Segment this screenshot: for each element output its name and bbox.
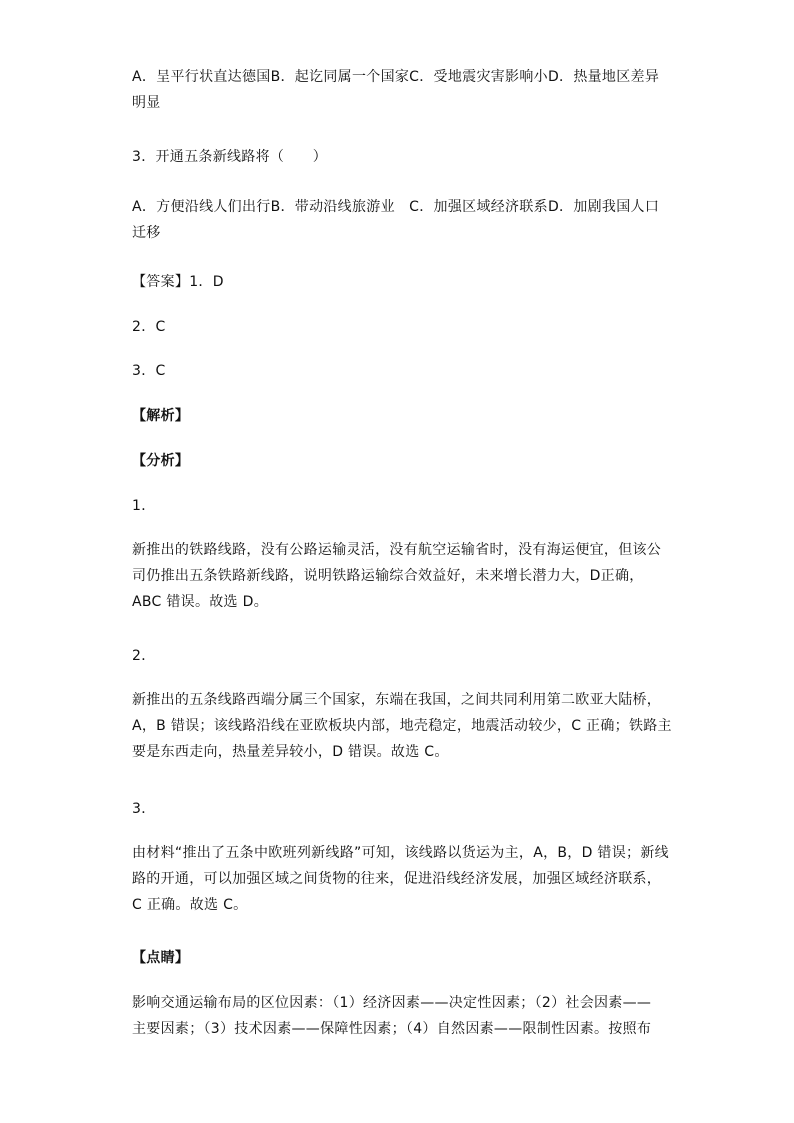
dianjing-paragraph: [132, 990, 662, 1042]
analysis-p1-line1: 新推出的铁路线路，没有公路运输灵活，没有航空运输省时，没有海运便宜，但该公: [132, 542, 662, 558]
analysis-p3-line2: 路的开通，可以加强区域之间货物的往来，促进沿线经济发展，加强区域经济联系，: [132, 871, 662, 887]
q2-options: [132, 64, 662, 116]
q3-options-line1: A．方便沿线人们出行B．带动沿线旅游业 C．加强区域经济联系D．加剧我国人口: [132, 199, 660, 215]
analysis-p1-line3: ABC 错误。故选 D。: [132, 594, 268, 610]
dianjing-line2: 主要因素；（3）技术因素——保障性因素；（4）自然因素——限制性因素。按照布: [132, 1021, 652, 1037]
analysis-p2-line3: 要是东西走向，热量差异较小，D 错误。故选 C。: [132, 744, 449, 760]
q2-options-line2: 明显: [132, 95, 161, 111]
analysis-p3-line1: 由材料“推出了五条中欧班列新线路”可知，该线路以货运为主，A，B，D 错误；新线: [132, 845, 669, 861]
analysis-num1: 1．: [132, 498, 156, 514]
analysis-num3: 3．: [132, 801, 156, 817]
answer-line3: 3．C: [132, 363, 166, 379]
q2-options-line1: A．呈平行状直达德国B．起讫同属一个国家C．受地震灾害影响小D．热量地区差异: [132, 69, 660, 85]
analysis-p3-line3: C 正确。故选 C。: [132, 897, 248, 913]
q3-stem: 3．开通五条新线路将（ ）: [132, 149, 328, 165]
answer-line1: 【答案】1．D: [132, 274, 224, 290]
heading-jiexi: 【解析】: [132, 408, 190, 424]
analysis-paragraph1: [132, 537, 662, 615]
heading-fenxi: 【分析】: [132, 453, 190, 469]
analysis-p2-line2: A，B 错误；该线路沿线在亚欧板块内部，地壳稳定，地震活动较少，C 正确；铁路主: [132, 718, 672, 734]
heading-dianjing: 【点睛】: [132, 950, 190, 966]
analysis-paragraph3: [132, 840, 669, 918]
analysis-paragraph2: [132, 687, 672, 765]
dianjing-line1: 影响交通运输布局的区位因素：（1）经济因素——决定性因素；（2）社会因素——: [132, 995, 652, 1011]
q3-options: [132, 194, 662, 246]
analysis-num2: 2．: [132, 648, 156, 664]
q3-options-line2: 迁移: [132, 225, 161, 241]
analysis-p2-line1: 新推出的五条线路西端分属三个国家，东端在我国，之间共同利用第二欧亚大陆桥，: [132, 692, 662, 708]
answer-line2: 2．C: [132, 319, 166, 335]
analysis-p1-line2: 司仍推出五条铁路新线路，说明铁路运输综合效益好，未来增长潜力大，D正确，: [132, 568, 644, 584]
